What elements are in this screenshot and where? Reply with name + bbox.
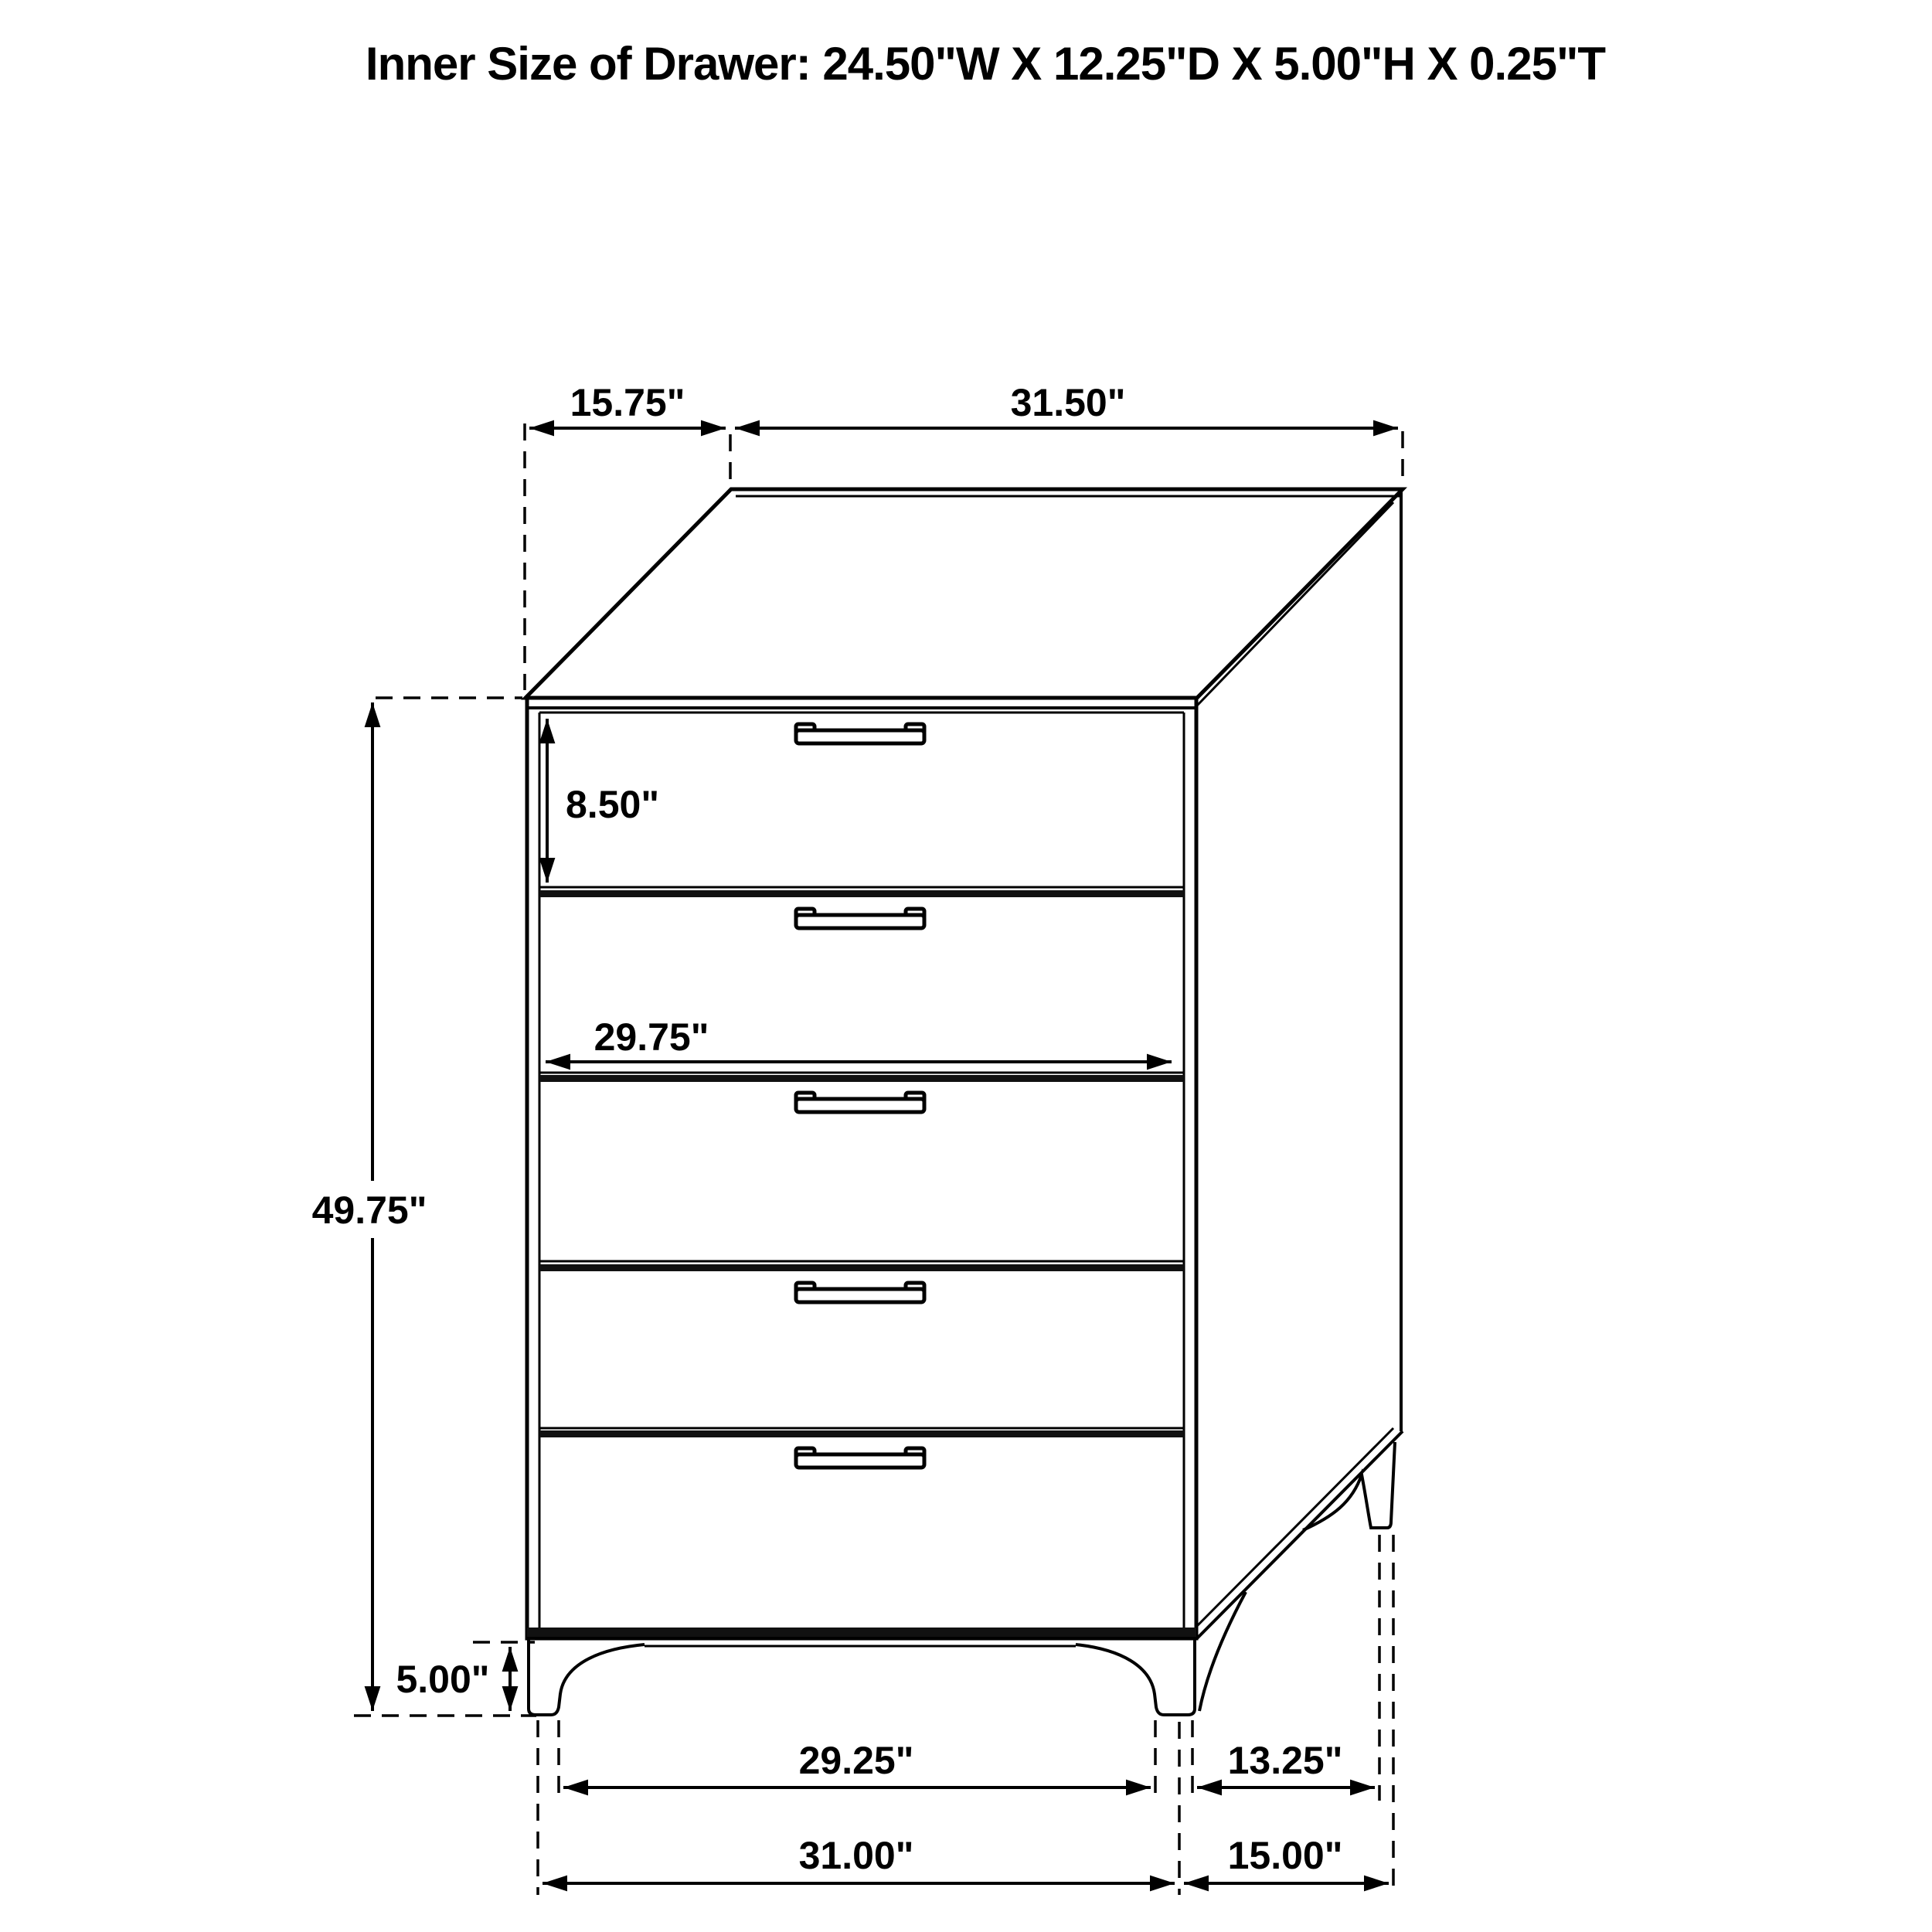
dim-side-feet-span	[1197, 1739, 1375, 1787]
front-right-leg-side-bracket	[1199, 1592, 1246, 1711]
dim-label-drawer-height: 8.50"	[566, 783, 660, 826]
dim-label-top-depth: 15.75"	[570, 381, 685, 424]
side-bottom-edge-inner	[1197, 1428, 1393, 1626]
dim-top-width	[735, 381, 1403, 483]
front-right-leg	[1076, 1638, 1195, 1715]
dim-label-drawer-width: 29.75"	[594, 1015, 709, 1059]
dim-label-overall-height: 49.75"	[311, 1189, 427, 1232]
front-left-leg	[529, 1638, 645, 1715]
dim-front-feet-span	[563, 1739, 1151, 1787]
dim-label-overall-depth: 15.00"	[1227, 1834, 1343, 1877]
dim-overall-height	[287, 698, 536, 1716]
top-face-outline	[526, 489, 1403, 698]
dim-label-overall-width: 31.00"	[798, 1834, 914, 1877]
chest-front-face	[527, 698, 1196, 1646]
page-title: Inner Size of Drawer: 24.50"W X 12.25"D X 5.00"H X 0.25"T	[365, 38, 1606, 90]
chest-top-face	[526, 489, 1403, 706]
front-face-outline	[527, 698, 1196, 1638]
dim-overall-depth	[1184, 1834, 1389, 1883]
dim-label-leg-height: 5.00"	[396, 1658, 490, 1701]
dim-overall-width	[543, 1834, 1175, 1883]
dim-label-front-feet-span: 29.25"	[798, 1739, 914, 1782]
chest-drawing	[526, 489, 1403, 1715]
dim-label-side-feet-span: 13.25"	[1227, 1739, 1343, 1782]
dim-leg-height	[396, 1642, 535, 1711]
dim-label-top-width: 31.50"	[1010, 381, 1126, 424]
front-bottom-edge	[527, 1628, 1196, 1637]
side-bottom-edge	[1197, 1431, 1403, 1638]
